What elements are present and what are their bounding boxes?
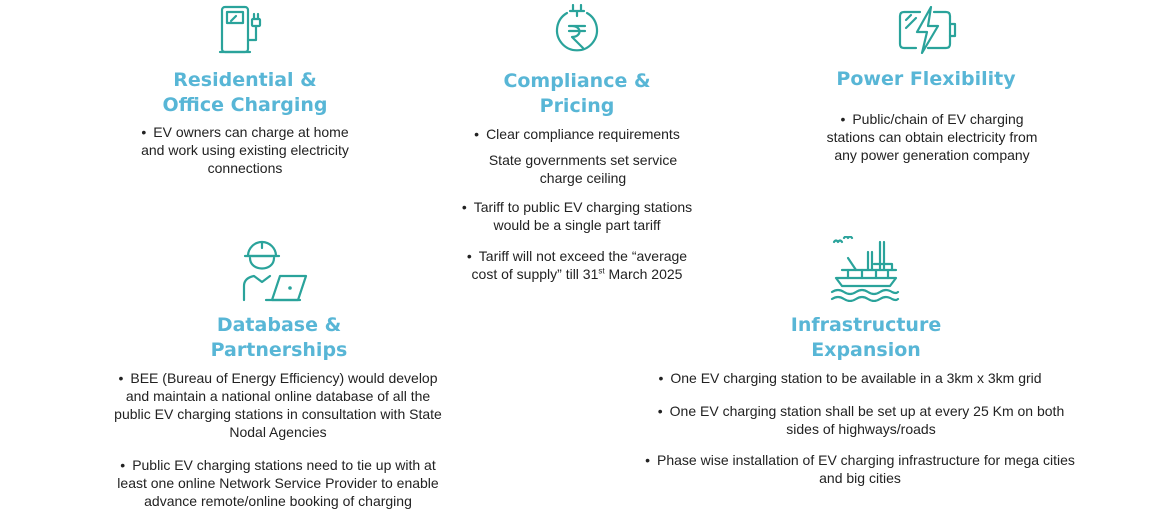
infrastructure-bullet-1-text: One EV charging station to be available in a 3km x 3km grid	[670, 370, 1042, 386]
infrastructure-title	[741, 313, 991, 363]
rupee-plug-icon	[550, 4, 604, 63]
database-section	[154, 313, 404, 363]
database-bullet-2	[116, 456, 440, 510]
residential-bullet-text: EV owners can charge at home and work using existing electricity connections	[141, 124, 349, 176]
infrastructure-section	[741, 313, 991, 363]
ordinal-suffix: st	[598, 266, 605, 276]
compliance-bullet-2-text: Tariff to public EV charging stations would be a single part tariff	[473, 199, 693, 233]
bullet-icon: •	[474, 126, 480, 142]
compliance-title-line1: Compliance &	[503, 70, 651, 92]
bullet-icon: •	[840, 111, 846, 127]
compliance-plain-1	[478, 151, 688, 187]
power-bullet	[820, 110, 1044, 164]
compliance-bullet-3-tail: March 2025	[604, 266, 683, 282]
infrastructure-bullet-2	[656, 402, 1066, 438]
battery-bolt-icon	[898, 6, 958, 59]
database-bullet-1-text: BEE (Bureau of Energy Efficiency) would develop and maintain a national online database of all the public EV charging stations in consultation with State Nodal Agencies	[114, 370, 442, 440]
power-title: Power Flexibility	[836, 68, 1016, 90]
infrastructure-title-line2: Expansion	[811, 339, 921, 361]
bullet-icon: •	[461, 199, 467, 215]
power-bullet-text: Public/chain of EV charging stations can obtain electricity from any power generation company	[826, 111, 1038, 163]
database-title-line1: Database &	[216, 314, 342, 336]
compliance-bullet-3	[454, 247, 700, 283]
bullet-icon: •	[657, 403, 663, 419]
bullet-icon: •	[645, 452, 651, 468]
residential-title-line1: Residential &	[173, 69, 317, 91]
infrastructure-bullet-2-text: One EV charging station shall be set up at every 25 Km on both sides of highways/roads	[669, 403, 1065, 437]
infrastructure-title-line1: Infrastructure	[790, 314, 942, 336]
power-section	[800, 67, 1052, 92]
bullet-icon: •	[466, 248, 472, 264]
residential-bullet	[130, 123, 360, 177]
compliance-plain-1-text: State governments set service charge ceiling	[488, 152, 678, 186]
database-bullet-1	[112, 369, 444, 441]
infrastructure-bullet-1	[640, 369, 1060, 387]
infrastructure-bullet-3-text: Phase wise installation of EV charging infrastructure for mega cities and big cities	[657, 452, 1075, 486]
residential-section	[120, 68, 370, 118]
compliance-title	[452, 69, 702, 119]
database-title-line2: Partnerships	[210, 339, 348, 361]
compliance-bullet-1	[460, 125, 694, 143]
residential-title	[120, 68, 370, 118]
infrastructure-bullet-3	[640, 451, 1080, 487]
compliance-bullet-2	[456, 198, 698, 234]
compliance-bullet-1-text: Clear compliance requirements	[486, 126, 680, 142]
compliance-section	[452, 69, 702, 119]
engineer-laptop-icon	[240, 240, 310, 307]
offshore-platform-icon	[828, 236, 902, 307]
ev-charger-icon	[218, 4, 272, 61]
database-title	[154, 313, 404, 363]
compliance-bullet-3-text: Tariff will not exceed the “average cost of supply” till 31	[471, 248, 688, 282]
residential-title-line2: Office Charging	[162, 94, 328, 116]
bullet-icon: •	[118, 370, 124, 386]
bullet-icon: •	[658, 370, 664, 386]
bullet-icon: •	[141, 124, 147, 140]
bullet-icon: •	[120, 457, 126, 473]
compliance-title-line2: Pricing	[539, 95, 615, 117]
database-bullet-2-text: Public EV charging stations need to tie up with at least one online Network Service Provider to enable advance remote/online booking of charging	[117, 457, 439, 509]
